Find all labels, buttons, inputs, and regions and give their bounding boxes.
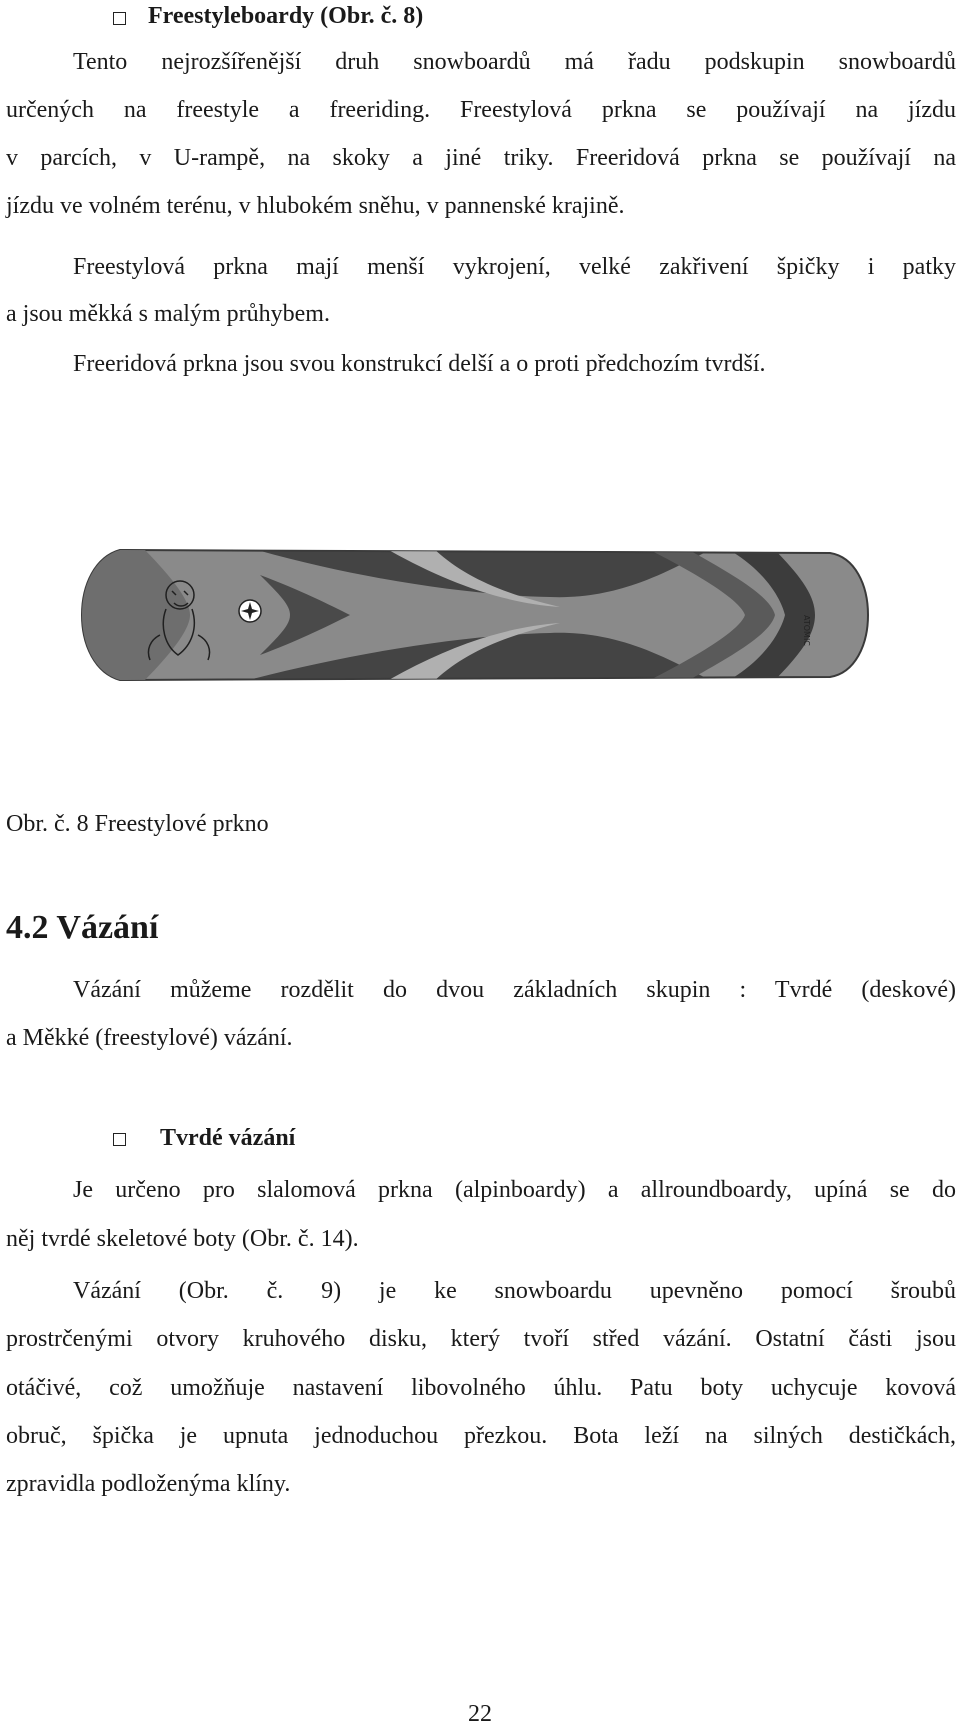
bullet-square-icon — [113, 1133, 126, 1146]
paragraph-line: Tento nejrozšířenější druh snowboardů má řadu podskupin snowboardů — [73, 49, 956, 75]
paragraph-line: zpravidla podloženýma klíny. — [6, 1471, 291, 1497]
section-heading-vazani: 4.2 Vázání — [6, 909, 159, 946]
figure-caption: Obr. č. 8 Freestylové prkno — [6, 811, 269, 837]
paragraph-line: jízdu ve volném terénu, v hlubokém sněhu, v pannenské krajině. — [6, 193, 625, 219]
paragraph-line: prostrčenými otvory kruhového disku, který tvoří střed vázání. Ostatní části jsou — [6, 1326, 956, 1352]
paragraph-line: Vázání můžeme rozdělit do dvou základních skupin : Tvrdé (deskové) — [73, 977, 956, 1003]
paragraph-line: Freeridová prkna jsou svou konstrukcí delší a o proti předchozím tvrdší. — [73, 351, 766, 377]
paragraph-line: Je určeno pro slalomová prkna (alpinboardy) a allroundboardy, upíná se do — [73, 1177, 956, 1203]
page-number: 22 — [468, 1701, 492, 1727]
paragraph-line: obruč, špička je upnuta jednoduchou přezkou. Bota leží na silných destičkách, — [6, 1423, 956, 1449]
section-title-freestyleboardy: Freestyleboardy (Obr. č. 8) — [148, 3, 424, 29]
bullet-square-icon — [113, 12, 126, 25]
paragraph-line: něj tvrdé skeletové boty (Obr. č. 14). — [6, 1226, 359, 1252]
paragraph-line: určených na freestyle a freeriding. Freestylová prkna se používají na jízdu — [6, 97, 956, 123]
paragraph-line: otáčivé, což umožňuje nastavení libovolného úhlu. Patu boty uchycuje kovová — [6, 1375, 956, 1401]
paragraph-line: v parcích, v U-rampě, na skoky a jiné triky. Freeridová prkna se používají na — [6, 145, 956, 171]
section-title-tvrde-vazani: Tvrdé vázání — [160, 1125, 296, 1151]
svg-text:ATOMIC: ATOMIC — [802, 615, 811, 646]
paragraph-line: Freestylová prkna mají menší vykrojení, velké zakřivení špičky i patky — [73, 254, 956, 280]
paragraph-line: a jsou měkká s malým průhybem. — [6, 301, 330, 327]
paragraph-line: Vázání (Obr. č. 9) je ke snowboardu upevněno pomocí šroubů — [73, 1278, 956, 1304]
snowboard-image — [80, 545, 870, 685]
paragraph-line: a Měkké (freestylové) vázání. — [6, 1025, 293, 1051]
